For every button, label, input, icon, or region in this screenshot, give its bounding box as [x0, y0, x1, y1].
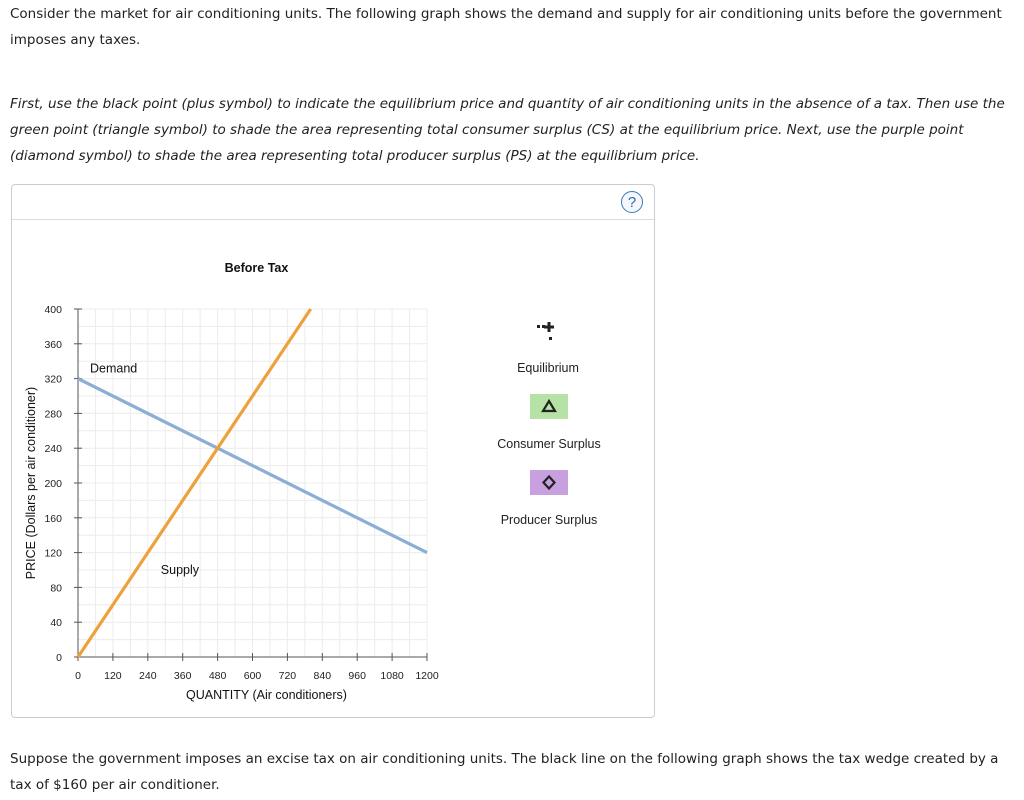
x-tick-label: 840	[313, 670, 332, 682]
y-tick-label: 0	[56, 652, 62, 664]
x-tick-label: 0	[75, 670, 81, 682]
help-icon[interactable]: ?	[621, 191, 643, 213]
y-tick-label: 280	[44, 408, 62, 421]
graph-panel	[11, 184, 655, 718]
y-tick-label: 320	[44, 373, 62, 386]
y-tick-label: 240	[44, 443, 62, 456]
x-tick-label: 360	[173, 670, 192, 682]
x-tick-label: 480	[208, 670, 227, 682]
chart-title: Before Tax	[224, 261, 289, 275]
y-tick-label: 160	[44, 512, 62, 525]
equilibrium-tool-dot	[549, 337, 552, 340]
x-tick-label: 1080	[380, 670, 404, 682]
equilibrium-tool-icon[interactable]	[534, 319, 564, 343]
y-tick-label: 400	[44, 304, 62, 316]
consumer-surplus-tool[interactable]	[530, 394, 568, 419]
x-tick-label: 960	[348, 670, 366, 682]
outro-paragraph: Suppose the government imposes an excise tax on air conditioning units. The black line on the following graph shows the tax wedge created by a tax of $160 per air conditioner.	[10, 751, 999, 793]
equilibrium-label: Equilibrium	[517, 361, 579, 375]
x-tick-label: 240	[139, 670, 157, 682]
x-tick-label: 120	[104, 670, 122, 682]
producer-surplus-tool[interactable]	[530, 470, 568, 495]
before-tax-chart[interactable]	[12, 185, 654, 717]
instructions-paragraph: First, use the black point (plus symbol) to indicate the equilibrium price and quantity of air conditioning units in the absence of a tax. Then use the green point (triangle symbol) to shade the area representing total consumer surplus (CS) at the equilibrium price. Next, use the purple point (diamond symbol) to shade the area representing total producer surplus (PS) at the equilibrium price.	[10, 96, 1005, 164]
equilibrium-tool-plus	[544, 322, 554, 332]
demand-curve-label: Demand	[90, 361, 138, 376]
y-axis-label: PRICE (Dollars per air conditioner)	[24, 386, 38, 580]
x-tick-label: 720	[278, 670, 297, 682]
triangle-icon	[530, 394, 568, 419]
x-tick-label: 600	[243, 670, 262, 682]
x-axis-label: QUANTITY (Air conditioners)	[186, 688, 347, 702]
y-tick-label: 360	[44, 338, 62, 351]
consumer-surplus-label: Consumer Surplus	[497, 437, 601, 451]
producer-surplus-label: Producer Surplus	[500, 513, 598, 527]
x-tick-label: 1200	[415, 670, 439, 682]
y-tick-label: 200	[44, 478, 62, 490]
intro-paragraph: Consider the market for air conditioning units. The following graph shows the demand and supply for air conditioning units before the government imposes any taxes.	[10, 6, 1002, 48]
y-tick-label: 40	[50, 617, 62, 630]
equilibrium-tool-dot	[537, 325, 540, 328]
y-tick-label: 80	[50, 582, 62, 595]
supply-curve-label: Supply	[160, 563, 200, 577]
y-tick-label: 120	[44, 547, 62, 560]
diamond-icon	[530, 470, 568, 495]
